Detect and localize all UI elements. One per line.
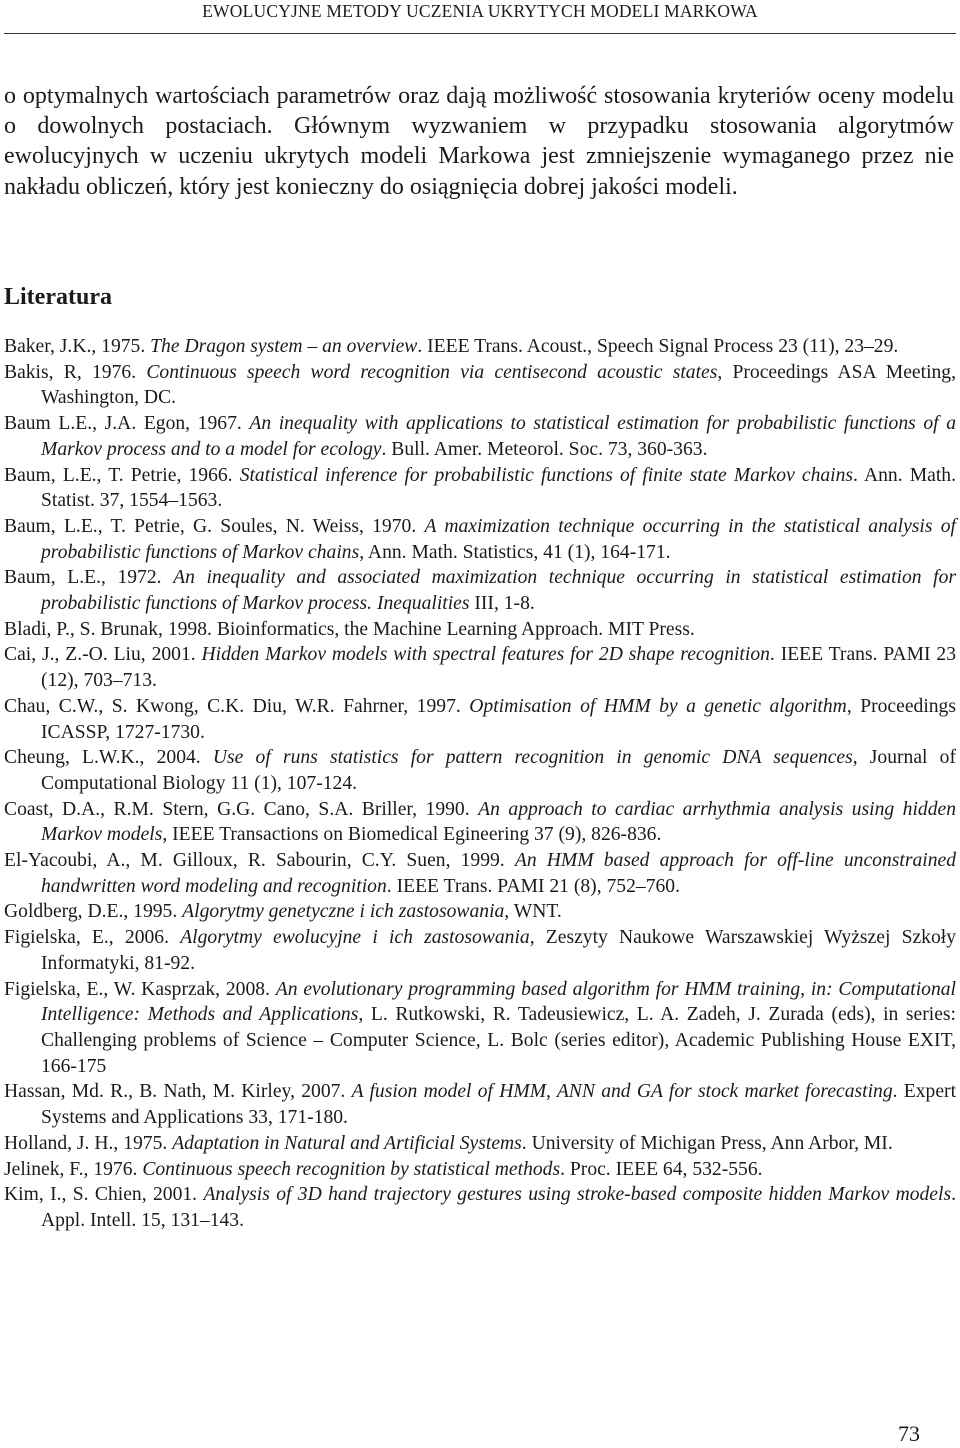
reference-authors: Baum, L.E., 1972. bbox=[4, 567, 174, 589]
reference-item bbox=[4, 514, 956, 565]
reference-authors: Cai, J., Z.-O. Liu, 2001. bbox=[4, 644, 202, 666]
reference-source: , IEEE Transactions on Biomedical Egineering 37 (9), 826-836. bbox=[162, 824, 662, 846]
reference-item bbox=[4, 1131, 956, 1157]
reference-authors: Figielska, E., W. Kasprzak, 2008. bbox=[4, 978, 276, 1000]
reference-authors: Baum, L.E., T. Petrie, 1966. bbox=[4, 464, 240, 486]
reference-item bbox=[4, 1182, 956, 1233]
reference-item bbox=[4, 899, 956, 925]
reference-title: Adaptation in Natural and Artificial Systems bbox=[172, 1132, 522, 1154]
header-rule bbox=[4, 33, 956, 34]
reference-title: Algorytmy genetyczne i ich zastosowania, bbox=[182, 901, 510, 923]
reference-title: Analysis of 3D hand trajectory gestures using stroke-based composite hidden Markov models bbox=[203, 1184, 952, 1206]
reference-title: A maximization technique occurring in the statistical analysis of probabilistic functions of Markov chains bbox=[41, 515, 956, 563]
reference-source: , Zeszyty Naukowe Warszawskiej Wyższej Szkoły Informatyki, 81-92. bbox=[41, 927, 957, 974]
reference-authors: El-Yacoubi, A., M. Gilloux, R. Sabourin, C.Y. Suen, 1999. bbox=[4, 850, 515, 872]
reference-item bbox=[4, 565, 956, 616]
reference-item bbox=[4, 694, 956, 745]
reference-source: . Ann. Math. Statist. 37, 1554–1563. bbox=[41, 464, 957, 512]
page-number: 73 bbox=[898, 1421, 920, 1446]
reference-item bbox=[4, 848, 956, 899]
reference-authors: Bakis, R, 1976. bbox=[4, 361, 147, 383]
reference-item bbox=[4, 925, 956, 976]
reference-source: , Proceedings ASA Meeting, Washington, DC. bbox=[41, 361, 957, 409]
reference-source: . IEEE Trans. Acoust., Speech Signal Process 23 (11), 23–29. bbox=[417, 336, 899, 357]
reference-authors: Chau, C.W., S. Kwong, C.K. Diu, W.R. Fahrner, 1997. bbox=[4, 695, 470, 717]
reference-item bbox=[4, 1079, 956, 1130]
reference-title: Continuous speech word recognition via centisecond acoustic states bbox=[146, 361, 718, 383]
reference-title: The Dragon system – an overview bbox=[150, 336, 418, 357]
reference-source: . Appl. Intell. 15, 131–143. bbox=[41, 1184, 956, 1231]
reference-title: Algorytmy ewolucyjne i ich zastosowania bbox=[180, 927, 530, 949]
body-paragraph: o optymalnych wartościach parametrów oraz dają możliwość stosowania kryteriów oceny modelu o dowolnych postaciach. Głównym wyzwaniem w przypadku stosowania algorytmów ewolucyjnych w uczeniu ukrytych modeli Markowa jest zmniejszenie wymaganego przez nie nakładu obliczeń, który jest konieczny do osiągnięcia dobrej jakości modeli. bbox=[4, 83, 954, 200]
reference-title: Optimisation of HMM by a genetic algorithm bbox=[469, 695, 847, 717]
reference-item bbox=[4, 334, 956, 360]
reference-source: WNT. bbox=[509, 901, 562, 923]
reference-item bbox=[4, 411, 956, 462]
reference-item bbox=[4, 360, 956, 411]
reference-item bbox=[4, 977, 956, 1080]
reference-source: . IEEE Trans. PAMI 21 (8), 752–760. bbox=[386, 875, 680, 897]
reference-title: An inequality with applications to statistical estimation for probabilistic functions of a Markov process and to a model for ecology bbox=[41, 413, 957, 460]
reference-item bbox=[4, 617, 956, 643]
reference-title: Hidden Markov models with spectral features for 2D shape recognition bbox=[201, 644, 770, 666]
reference-title: An evolutionary programming based algorithm for HMM training, in: Computational Intelligence: Methods and Applications bbox=[41, 978, 956, 1026]
reference-source: III, 1-8. bbox=[469, 593, 535, 615]
reference-authors: Jelinek, F., 1976. bbox=[4, 1158, 143, 1180]
reference-source: . Proc. IEEE 64, 532-556. bbox=[560, 1158, 763, 1180]
reference-source: . University of Michigan Press, Ann Arbor, MI. bbox=[521, 1132, 893, 1154]
section-heading: Literatura bbox=[4, 284, 112, 310]
reference-source: . IEEE Trans. PAMI 23 (12), 703–713. bbox=[41, 644, 956, 692]
reference-item bbox=[4, 463, 956, 514]
reference-authors: Hassan, Md. R., B. Nath, M. Kirley, 2007. bbox=[4, 1081, 352, 1103]
reference-title: A fusion model of HMM, ANN and GA for stock market forecasting bbox=[351, 1081, 893, 1103]
reference-authors: Kim, I., S. Chien, 2001. bbox=[4, 1184, 204, 1206]
reference-source: . Expert Systems and Applications 33, 171-180. bbox=[41, 1081, 957, 1129]
reference-authors: Cheung, L.W.K., 2004. bbox=[4, 747, 213, 769]
reference-list bbox=[4, 334, 956, 1234]
reference-source: , Ann. Math. Statistics, 41 (1), 164-171. bbox=[359, 541, 671, 563]
reference-title: An HMM based approach for off-line unconstrained handwritten word modeling and recognition bbox=[41, 850, 956, 897]
reference-authors: Baker, J.K., 1975. bbox=[4, 336, 151, 357]
reference-title: An approach to cardiac arrhythmia analysis using hidden Markov models bbox=[41, 798, 956, 846]
reference-title: Continuous speech recognition by statistical methods bbox=[142, 1158, 561, 1180]
reference-source: , Journal of Computational Biology 11 (1), 107-124. bbox=[41, 747, 956, 794]
reference-item bbox=[4, 1157, 956, 1183]
reference-title: Statistical inference for probabilistic functions of finite state Markov chains bbox=[239, 464, 854, 486]
reference-item bbox=[4, 797, 956, 848]
running-head: EWOLUCYJNE METODY UCZENIA UKRYTYCH MODELI MARKOWA bbox=[202, 1, 758, 21]
reference-authors: Baum L.E., J.A. Egon, 1967. bbox=[4, 413, 250, 435]
reference-authors: Baum, L.E., T. Petrie, G. Soules, N. Weiss, 1970. bbox=[4, 515, 425, 537]
reference-authors: Goldberg, D.E., 1995. bbox=[4, 901, 183, 923]
reference-title: Use of runs statistics for pattern recognition in genomic DNA sequences bbox=[212, 747, 853, 769]
reference-item bbox=[4, 642, 956, 693]
reference-title: An inequality and associated maximization technique occurring in statistical estimation for probabilistic functions of Markov process. Inequalities bbox=[41, 567, 956, 615]
reference-authors: Holland, J. H., 1975. bbox=[4, 1132, 173, 1154]
reference-source: . Bull. Amer. Meteorol. Soc. 73, 360-363. bbox=[381, 438, 708, 460]
reference-authors: Coast, D.A., R.M. Stern, G.G. Cano, S.A. Briller, 1990. bbox=[4, 798, 479, 820]
reference-item bbox=[4, 745, 956, 796]
reference-source: , L. Rutkowski, R. Tadeusiewicz, L. A. Zadeh, J. Zurada (eds), in series: Challenging problems of Science – Computer Science, L. Bolc (series editor), Academic Publishing House EXIT, 166-175 bbox=[41, 1004, 956, 1077]
reference-authors: Bladi, P., S. Brunak, 1998. Bioinformatics, the Machine Learning Approach. MIT Press. bbox=[4, 618, 695, 640]
reference-source: , Proceedings ICASSP, 1727-1730. bbox=[41, 695, 956, 743]
reference-authors: Figielska, E., 2006. bbox=[4, 927, 181, 949]
